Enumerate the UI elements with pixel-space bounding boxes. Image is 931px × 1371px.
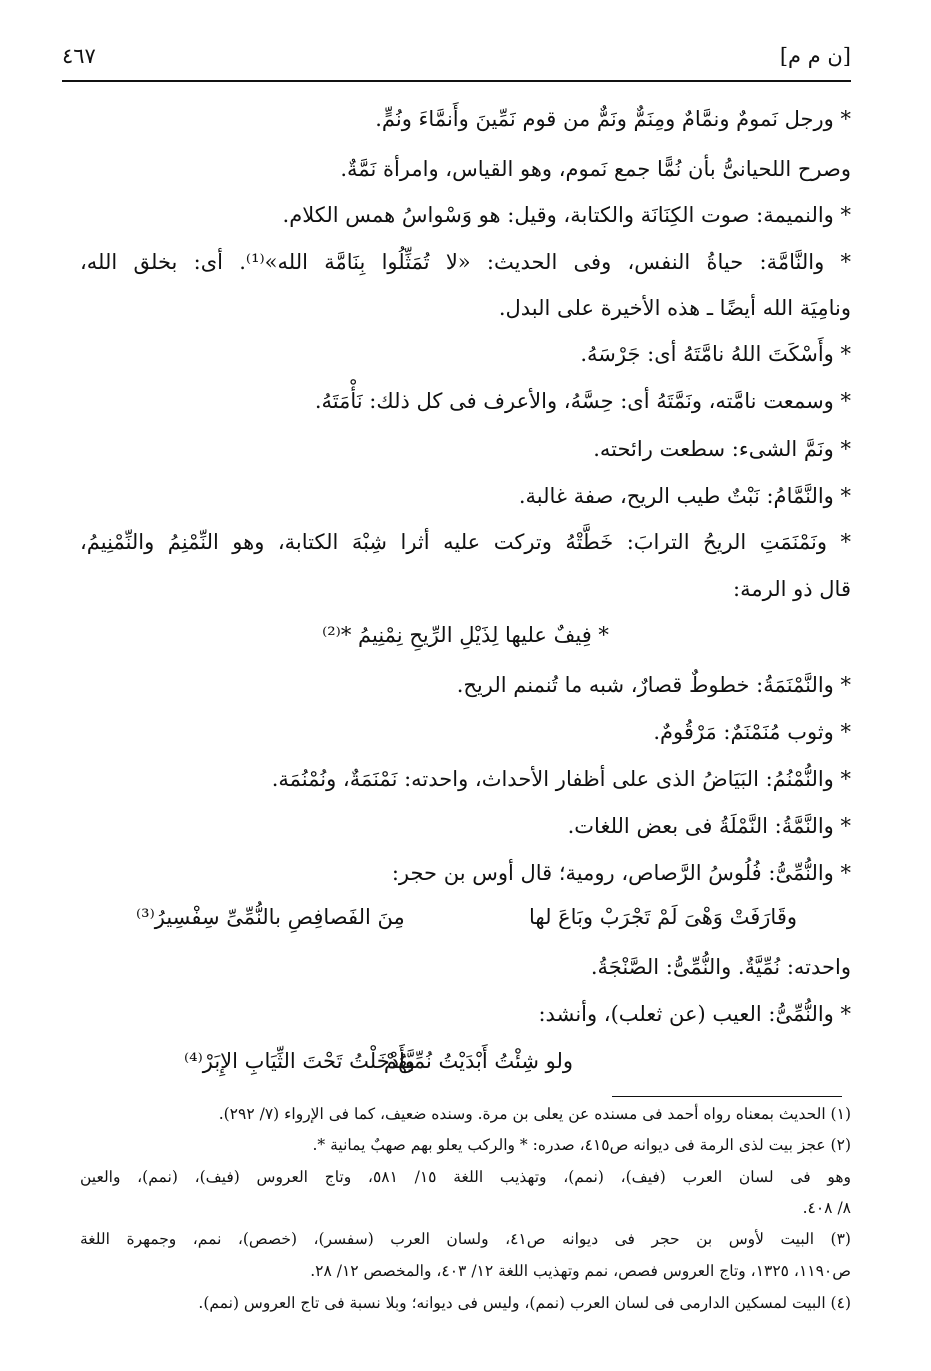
text-line: واحدته: نُمِّيَّةٌ. والنُّمِّىُّ: الصَّنْجَةُ.: [590, 955, 851, 979]
text-line: * والنَّامَّة: حياةُ النفس، وفى الحديث: «لا تُمَثِّلُوا بِنَامَّة الله»⁽¹⁾. أى: بخلق الله،: [80, 250, 851, 274]
header-rule: [62, 80, 851, 82]
text-line: * والنميمة: صوت الكِنَانَة والكتابة، وقيل: هو وَسْواسُ همس الكلام.: [282, 203, 851, 227]
verse-second-hemistich: مِنَ الفَصافِصِ بالنُّمِّىِّ سِفْسِيرُ⁽³⁾: [136, 905, 405, 929]
text-line: * ونَمَّ الشىء: سطعت رائحته.: [593, 437, 851, 461]
footnote: (٣) البيت لأوس بن حجر فى ديوانه ص٤١، ولسان العرب (سفسر)، (خصص)، نمم، وجمهرة اللغة: [80, 1230, 851, 1248]
text-line: * والنَّمَّامُ: نَبْتٌ طيب الريح، صفة غالبة.: [518, 484, 851, 508]
footnote: ٨/ ٤٠٨.: [802, 1199, 851, 1217]
text-line: قال ذو الرمة:: [733, 577, 851, 601]
footnote: (٤) البيت لمسكين الدارمى فى لسان العرب (نمم)، وليس فى ديوانه؛ وبلا نسبة فى تاج العروس (نمم).: [198, 1294, 851, 1312]
header-title: [ن م م]: [779, 44, 851, 68]
text-line: * والنَّمْنَمَةُ: خطوطٌ قصارٌ، شبه ما تُنمنم الريح.: [456, 673, 851, 697]
footnote: (١) الحديث بمعناه رواه أحمد فى مسنده عن يعلى بن مرة. وسنده ضعيف، كما فى الإرواء (٧/ ٢٩٢).: [218, 1105, 851, 1123]
text-line: * وثوب مُنَمْنَمٌ: مَرْقُومٌ.: [653, 720, 851, 744]
text-line: ونامِيَة الله أيضًا ـ هذه الأخيرة على البدل.: [498, 296, 851, 320]
page-header: [62, 44, 851, 80]
verse-first-hemistich: ولو شِئْتُ أَبْدَيْتُ نُمِّيَّهُمْ: [383, 1049, 573, 1073]
text-line: * والنُّمِّىُّ: فُلُوسُ الرَّصاص، رومية؛ قال أوس بن حجر:: [391, 861, 851, 885]
text-line: وصرح اللحيانىُّ بأن نُمًّا جمع نَموم، وهو القياس، وامرأة نَمَّةٌ.: [340, 157, 851, 181]
text-line: * والنَّمَّةُ: النَّمْلَةُ فى بعض اللغات.: [567, 814, 851, 838]
text-line: * وأَسْكَتَ اللهُ نامَّتَهُ أى: جَرْسَهُ.: [580, 342, 851, 366]
page-number: ٤٦٧: [62, 44, 96, 68]
text-line: * وسمعت نامَّته، ونَمَّتَهُ أى: حِسَّهُ، والأعرف فى كل ذلك: نَأْمَتَهُ.: [314, 389, 851, 413]
text-line: * ونَمْنَمَتِ الريحُ الترابَ: خَطَّتْهُ وتركت عليه أثرا شِبْهَ الكتابة، وهو النِّمْنِمُ والنِّمْنِيمُ،: [80, 530, 851, 554]
footnote: (٢) عجز بيت لذى الرمة فى ديوانه ص٤١٥، صدره: * والركب يعلو بهم صهبٌ يمانية *.: [312, 1136, 851, 1154]
text-line: * والنُّمْنُمُ: البَيَاضُ الذى على أظفار الأحداث، واحدته: نَمْنَمَةٌ، ونُمْنُمَة.: [271, 767, 851, 791]
text-line: * والنُّمِّىُّ: العيب (عن ثعلب)، وأنشد:: [538, 1002, 851, 1026]
text-line: * ورجل نَمومٌ ونمَّامٌ ومِنَمٌّ ونَمٌّ من قوم نَمِّينَ وأَنمَّاءَ ونُمٍّ.: [375, 107, 851, 131]
footnote: وهو فى لسان العرب (فيف)، (نمم)، وتهذيب اللغة ١٥/ ٥٨١، وتاج العروس (فيف)، (نمم)، والعين: [80, 1168, 851, 1186]
verse-first-hemistich: وقَارَفَتْ وَهْىَ لَمْ تَجْرَبْ وبَاعَ لها: [529, 905, 797, 929]
verse-second-hemistich: وأَدْخَلْتُ تَحْتَ الثِّيَابِ الإِبَرْ⁽⁴⁾: [184, 1049, 415, 1073]
quoted-hemistich: * فِيفٌ عليها لِذَيْلِ الرِّيحِ نِمْنِيمُ *⁽²⁾: [322, 623, 609, 647]
footnote-rule: [612, 1096, 842, 1097]
footnote: ص١١٩٠، ١٣٢٥، وتاج العروس فصص، نمم وتهذيب اللغة ١٢/ ٤٠٣، والمخصص ١٢/ ٢٨.: [310, 1262, 851, 1280]
